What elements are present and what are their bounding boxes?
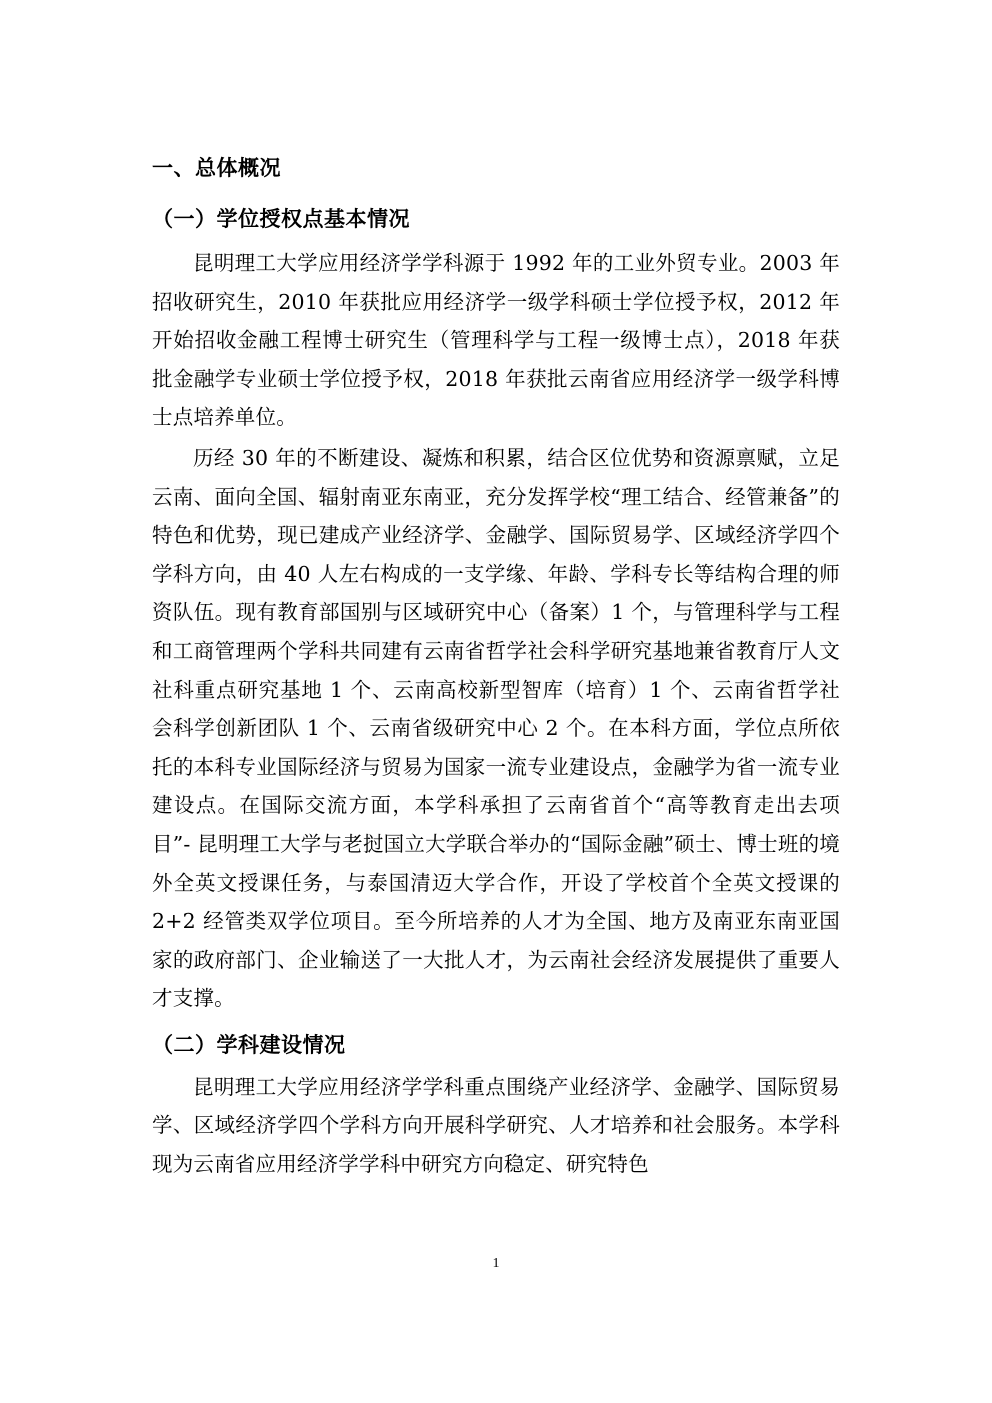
paragraph-discipline: 昆明理工大学应用经济学学科重点围绕产业经济学、金融学、国际贸易学、区域经济学四个学科方向开展科学研究、人才培养和社会服务。本学科现为云南省应用经济学学科中研究方向稳定、研究特色 — [152, 1074, 840, 1177]
section-heading-discipline-construction: （二）学科建设情况 — [152, 1032, 346, 1057]
section-heading-degree-authorization: （一）学位授权点基本情况 — [152, 207, 410, 231]
page-number: 1 — [492, 1256, 500, 1271]
paragraph-history: 昆明理工大学应用经济学学科源于 1992 年的工业外贸专业。2003 年招收研究生，2010 年获批应用经济学一级学科硕士学位授予权，2012 年开始招收金融工程博士研究生（管理科学与工程一级博士点），2018 年获批金融学专业硕士学位授予权，2018 年获批云南省应用经济学一级学科博士点培养单位。 — [152, 251, 840, 430]
document-body — [152, 140, 840, 1184]
paragraph-development: 历经 30 年的不断建设、凝炼和积累，结合区位优势和资源禀赋，立足云南、面向全国、辐射南亚东南亚，充分发挥学校“理工结合、经管兼备”的特色和优势，现已建成产业经济学、金融学、国际贸易学、区域经济学四个学科方向，由 40 人左右构成的一支学缘、年龄、学科专长等结构合理的师资队伍。现有教育部国别与区域研究中心（备案）1 个，与管理科学与工程和工商管理两个学科共同建有云南省哲学社会科学研究基地兼省教育厅人文社科重点研究基地 1 个、云南高校新型智库（培育）1 个、云南省哲学社会科学创新团队 1 个、云南省级研究中心 2 个。在本科方面，学位点所依托的本科专业国际经济与贸易为国家一流专业建设点，金融学为省一流专业建设点。在国际交流方面，本学科承担了云南省首个“高等教育走出去项目”- 昆明理工大学与老挝国立大学联合举办的“国际金融”硕士、博士班的境外全英文授课任务，与泰国清迈大学合作，开设了学校首个全英文授课的 2+2 经管类双学位项目。至今所培养的人才为全国、地方及南亚东南亚国家的政府部门、企业输送了一大批人才，为云南社会经济发展提供了重要人才支撑。 — [152, 445, 840, 1011]
chapter-heading: 一、总体概况 — [152, 156, 281, 180]
